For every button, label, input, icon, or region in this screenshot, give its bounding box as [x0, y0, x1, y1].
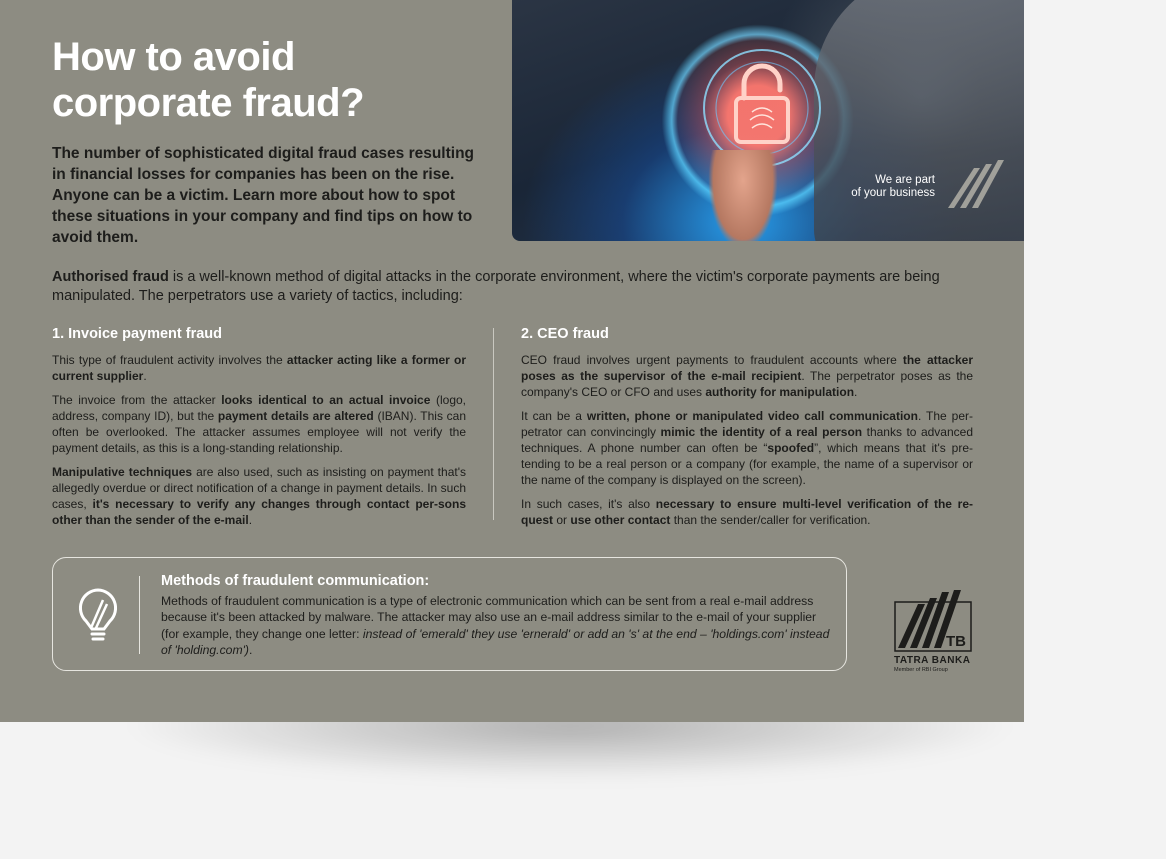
- logo-subtitle: Member of RBI Group: [894, 667, 948, 673]
- methods-text: Methods of fraudulent communication is a type of electronic communication which can be sent from a real e-mail address because it's been attacked by malware. The attacker may also use an e-mail address similar to the e-mail of your supplier (for example, they change one letter: instead of 'emerald' they use 'ernerald' or add an 's' at the end – 'holdings.com' instead of 'holding.com').: [161, 594, 830, 657]
- logo-name: TATRA BANKA: [894, 655, 971, 666]
- ceo-fraud-heading: 2. CEO fraud: [521, 326, 609, 342]
- intro-text: The number of sophisticated digital fraud cases resulting in financial losses for companies has been on the rise. Anyone can be a victim. Learn more about how to spot these situations in your company and find tips on how to avoid them.: [52, 145, 475, 246]
- ceo-fraud-paragraph-2: It can be a written, phone or manipulated video call communication. The per-petrator can convincingly mimic the identity of a real person thanks to advanced techniques. A phone number can often be “spoofed”, which means that it's pre-tending to be a real person or a company (for example, the name of a supervisor or the name of the company is displayed on the screen).: [521, 409, 973, 487]
- hero-finger: [708, 150, 778, 241]
- ceo-fraud-section: [521, 324, 973, 536]
- lead-text: is a well-known method of digital attacks in the corporate environment, where the victim's corporate payments are being manipulated. The perpetrators use a variety of tactics, including:: [52, 269, 940, 304]
- methods-title: Methods of fraudulent communication:: [161, 573, 430, 589]
- page-title: How to avoid corporate fraud?: [52, 35, 365, 125]
- column-divider: [493, 328, 494, 520]
- hero-slogan: [842, 174, 935, 200]
- stripes-graphic: [944, 160, 1014, 210]
- slogan-line-1: We are part: [875, 174, 935, 186]
- ceo-fraud-paragraph-1: CEO fraud involves urgent payments to fraudulent accounts where the attacker poses as the supervisor of the e-mail recipient. The perpetrator poses as the company's CEO or CFO and uses authority for manipulation.: [521, 353, 974, 399]
- invoice-fraud-heading: 1. Invoice payment fraud: [52, 326, 223, 342]
- lead-strong: Authorised fraud: [52, 269, 169, 285]
- lead-paragraph: [52, 268, 982, 306]
- ceo-fraud-paragraph-3: In such cases, it's also necessary to ensure multi-level verification of the re-quest or use other contact than the sender/caller for verification.: [521, 497, 973, 527]
- tatra-banka-logo-mark: [894, 590, 972, 652]
- lightbulb-icon: [73, 584, 123, 644]
- box-separator: [139, 576, 140, 654]
- invoice-fraud-paragraph-3: Manipulative techniques are also used, such as insisting on payment that's allegedly overdue or direct notification of a change in payment details. In such cases, it's necessary to verify any changes through contact per-sons other than the sender of the e-mail.: [52, 465, 466, 527]
- methods-info-box: [52, 557, 847, 671]
- invoice-fraud-paragraph-2: The invoice from the attacker looks identical to an actual invoice (logo, address, company ID), but the payment details are altered (IBAN). This can often be overlooked. The attacker assumes employee will not verify the payment details, as this is a long-standing relationship.: [52, 393, 467, 455]
- logo-tb-text: TB: [946, 633, 966, 650]
- hero-image: [512, 0, 1024, 241]
- slogan-line-2: of your business: [851, 187, 935, 199]
- invoice-fraud-section: [52, 324, 466, 536]
- invoice-fraud-paragraph-1: This type of fraudulent activity involves the attacker acting like a former or current supplier.: [52, 353, 466, 383]
